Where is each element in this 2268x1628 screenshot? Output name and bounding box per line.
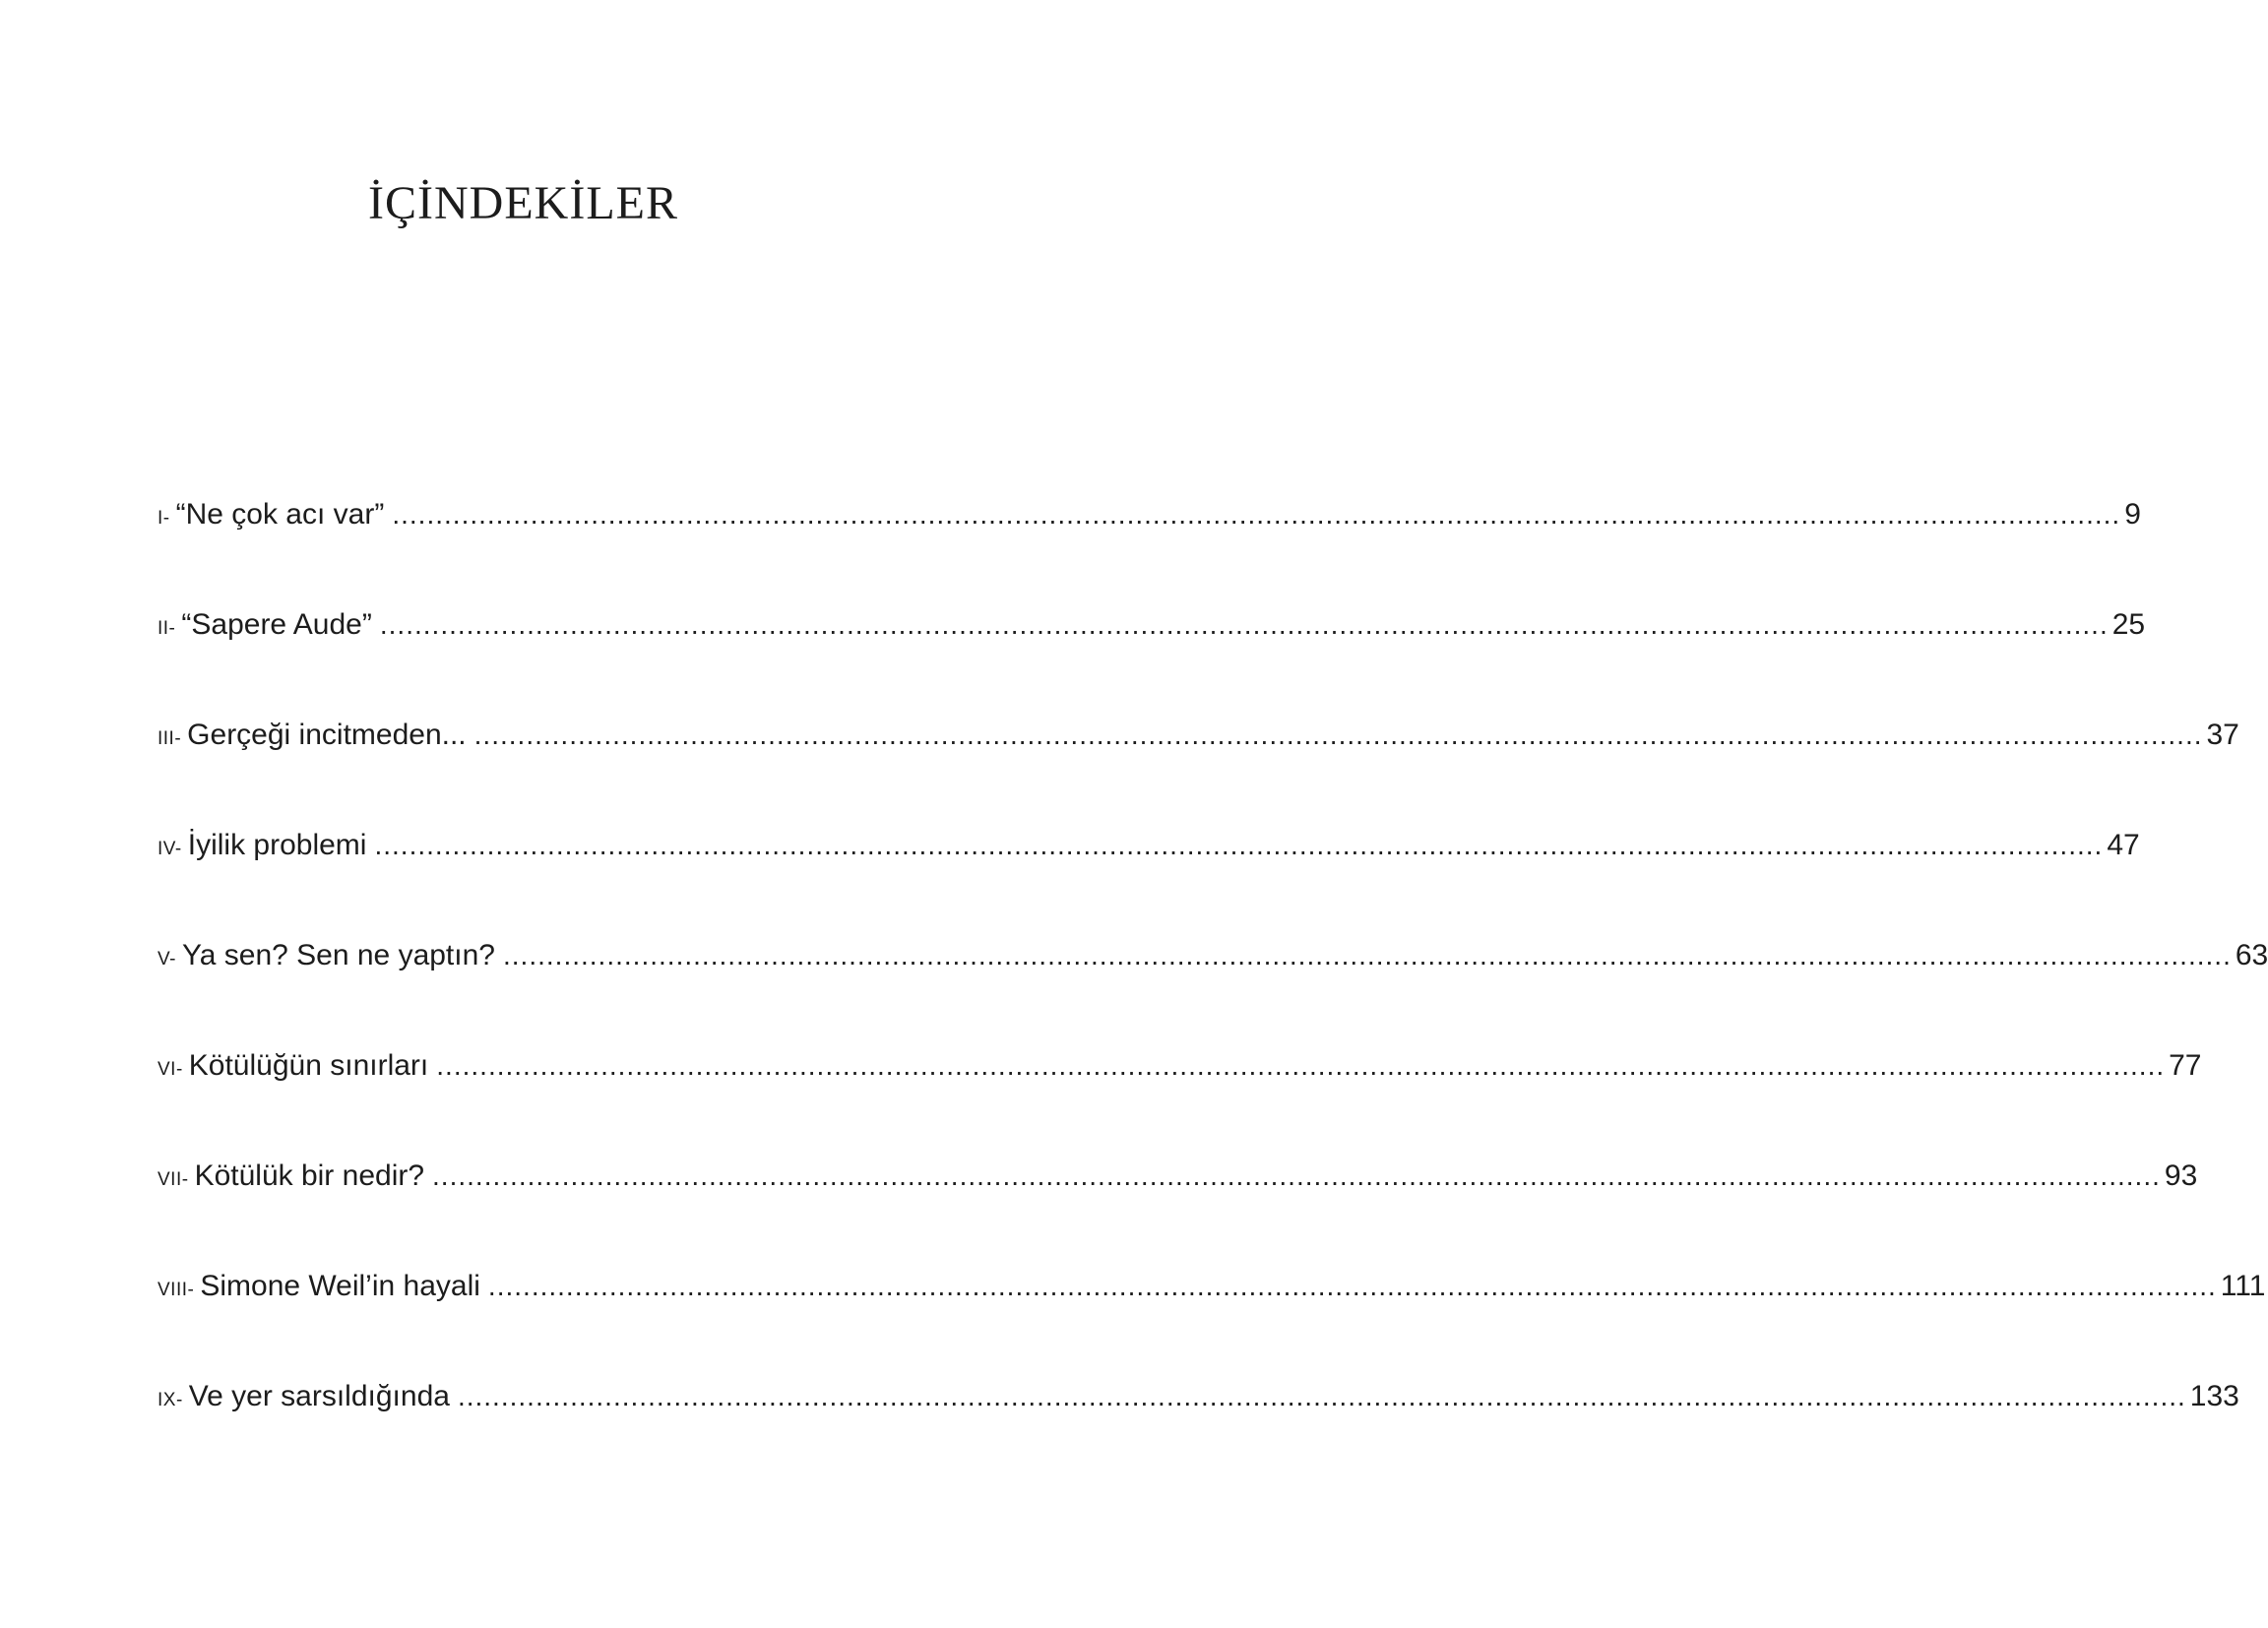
toc-chapter-title: Simone Weil’in hayali	[200, 1270, 480, 1302]
toc-page-number: 93	[2164, 1159, 2198, 1192]
toc-chapter-number: VIII-	[158, 1280, 195, 1300]
toc-dot-leader: ........................................................................................................................................................................................................	[487, 1271, 2217, 1301]
toc-chapter-number: VI-	[158, 1059, 183, 1080]
table-of-contents	[158, 495, 2268, 1487]
toc-chapter-number: II-	[158, 618, 176, 639]
toc-dot-leader: ........................................................................................................................................................................................................	[502, 940, 2232, 971]
toc-chapter-number: IX-	[158, 1390, 183, 1410]
toc-dot-leader: ........................................................................................................................................................................................................	[436, 1050, 2166, 1081]
toc-page-number: 133	[2189, 1380, 2239, 1412]
toc-dot-leader: ........................................................................................................................................................................................................	[457, 1381, 2186, 1411]
toc-entry	[158, 826, 2140, 936]
toc-chapter-number: III-	[158, 728, 182, 749]
toc-entry	[158, 605, 2146, 716]
toc-entry	[158, 716, 2239, 826]
toc-chapter-title: Ya sen? Sen ne yaptın?	[181, 939, 495, 971]
toc-page-number: 111	[2220, 1270, 2266, 1302]
toc-chapter-number: I-	[158, 508, 170, 529]
toc-entry	[158, 1046, 2202, 1157]
toc-chapter-title: “Sapere Aude”	[181, 608, 372, 641]
page-title: İÇİNDEKİLER	[368, 177, 678, 229]
toc-chapter-number: V-	[158, 949, 176, 970]
toc-page-number: 37	[2206, 719, 2239, 751]
toc-dot-leader: ........................................................................................................................................................................................................	[374, 830, 2104, 860]
toc-entry	[158, 495, 2141, 605]
toc-page-number: 63	[2235, 939, 2268, 971]
toc-dot-leader: ........................................................................................................................................................................................................	[392, 499, 2121, 530]
toc-chapter-title: Gerçeği incitmeden...	[187, 719, 467, 751]
toc-dot-leader: ........................................................................................................................................................................................................	[379, 609, 2109, 640]
toc-page-number: 47	[2107, 829, 2140, 861]
toc-dot-leader: ........................................................................................................................................................................................................	[473, 720, 2203, 750]
toc-entry	[158, 936, 2268, 1046]
toc-chapter-title: Ve yer sarsıldığında	[188, 1380, 450, 1412]
toc-page-number: 9	[2124, 498, 2141, 531]
toc-dot-leader: ........................................................................................................................................................................................................	[432, 1160, 2161, 1191]
toc-chapter-number: IV-	[158, 839, 182, 859]
toc-page-number: 25	[2111, 608, 2146, 641]
toc-entry	[158, 1267, 2266, 1377]
toc-entry	[158, 1377, 2239, 1487]
toc-chapter-title: “Ne çok acı var”	[175, 498, 385, 531]
toc-entry	[158, 1157, 2198, 1267]
toc-page-number: 77	[2169, 1049, 2202, 1082]
toc-chapter-title: Kötülüğün sınırları	[188, 1049, 429, 1082]
toc-chapter-title: İyilik problemi	[187, 829, 367, 861]
toc-chapter-number: VII-	[158, 1169, 189, 1190]
toc-chapter-title: Kötülük bir nedir?	[194, 1159, 425, 1192]
